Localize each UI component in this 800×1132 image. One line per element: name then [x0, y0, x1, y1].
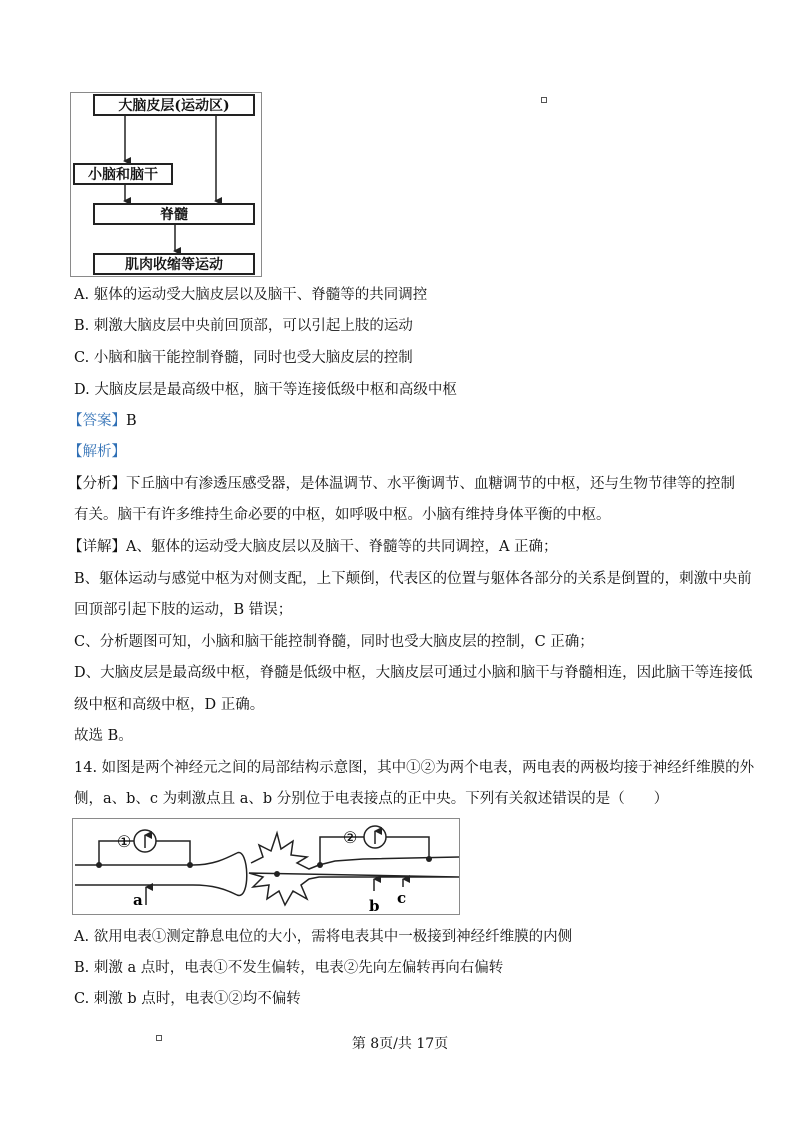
q14-option-c: C. 刺激 b 点时，电表①②均不偏转 — [74, 991, 301, 1007]
flow-box-cerebellum-brainstem: 小脑和脑干 — [73, 163, 173, 185]
xiangjie-line-1 — [68, 537, 558, 557]
fenxi-tag: 【分析】 — [68, 476, 126, 492]
q14-option-a: A. 欲用电表①测定静息电位的大小，需将电表其中一极接到神经纤维膜的内侧 — [74, 929, 573, 945]
fenxi-line-1 — [68, 474, 735, 494]
flow-box-spinal-cord: 脊髓 — [93, 203, 255, 225]
xiangjie-line-3: 回顶部引起下肢的运动，B 错误； — [74, 602, 293, 618]
answer-value: B — [126, 413, 137, 429]
q13-option-b: B. 刺激大脑皮层中央前回顶部，可以引起上肢的运动 — [74, 318, 413, 334]
scan-mark — [541, 97, 547, 103]
meter1-electrode-right — [187, 862, 193, 868]
xiangjie-line-4: C、分析题图可知，小脑和脑干能控制脊髓，同时也受大脑皮层的控制，C 正确； — [74, 634, 594, 650]
q14-stem-line-1: 14. 如图是两个神经元之间的局部结构示意图，其中①②为两个电表，两电表的两极均接于神经纤维膜的外 — [74, 760, 755, 776]
xiangjie-line-2: B、躯体运动与感觉中枢为对侧支配，上下颠倒，代表区的位置与躯体各部分的关系是倒置的，刺激中央前 — [74, 571, 752, 587]
xiangjie-line-5: D、大脑皮层是最高级中枢，脊髓是低级中枢，大脑皮层可通过小脑和脑干与脊髓相连，因此脑干等连接低 — [74, 665, 753, 681]
label-c: c — [397, 889, 407, 907]
xiangjie-tag: 【详解】 — [68, 539, 126, 555]
neuron-diagram — [73, 819, 459, 914]
meter2-electrode-left — [317, 862, 323, 868]
synaptic-knob — [237, 853, 247, 896]
q13-option-a: A. 躯体的运动受大脑皮层以及脑干、脊髓等的共同调控 — [74, 287, 428, 303]
meter1-electrode-left — [96, 862, 102, 868]
answer-line — [68, 411, 137, 431]
flow-box-cortex: 大脑皮层(运动区) — [93, 94, 255, 116]
analysis-tag: 【解析】 — [68, 444, 126, 460]
meter1-label: ① — [117, 832, 132, 851]
flowchart-figure — [70, 92, 262, 277]
conclusion: 故选 B。 — [74, 728, 133, 744]
axon-lower-line — [75, 885, 237, 895]
meter2-electrode-right — [426, 856, 432, 862]
fenxi-text-1: 下丘脑中有渗透压感受器，是体温调节、水平衡调节、血糖调节的中枢，还与生物节律等的控制 — [126, 476, 735, 492]
meter2-label: ② — [343, 828, 358, 847]
answer-tag: 【答案】 — [68, 413, 126, 429]
q14-option-b: B. 刺激 a 点时，电表①不发生偏转，电表②先向左偏转再向右偏转 — [74, 960, 504, 976]
q14-stem-line-2: 侧，a、b、c 为刺激点且 a、b 分别位于电表接点的正中央。下列有关叙述错误的是（ ） — [74, 791, 669, 807]
xiangjie-line-6: 级中枢和高级中枢，D 正确。 — [74, 697, 265, 713]
xiangjie-text-1: A、躯体的运动受大脑皮层以及脑干、脊髓等的共同调控，A 正确； — [126, 539, 558, 555]
page-footer: 第 8页/共 17页 — [351, 1036, 449, 1052]
nucleus — [274, 871, 280, 877]
label-a: a — [133, 891, 143, 909]
q13-option-d: D. 大脑皮层是最高级中枢，脑干等连接低级中枢和高级中枢 — [74, 382, 457, 398]
label-b: b — [369, 897, 380, 914]
q13-option-c: C. 小脑和脑干能控制脊髓，同时也受大脑皮层的控制 — [74, 350, 413, 366]
neuron-figure — [72, 818, 460, 915]
flow-box-muscle: 肌肉收缩等运动 — [93, 253, 255, 275]
fenxi-line-2: 有关。脑干有许多维持生命必要的中枢，如呼吸中枢。小脑有维持身体平衡的中枢。 — [74, 507, 611, 523]
